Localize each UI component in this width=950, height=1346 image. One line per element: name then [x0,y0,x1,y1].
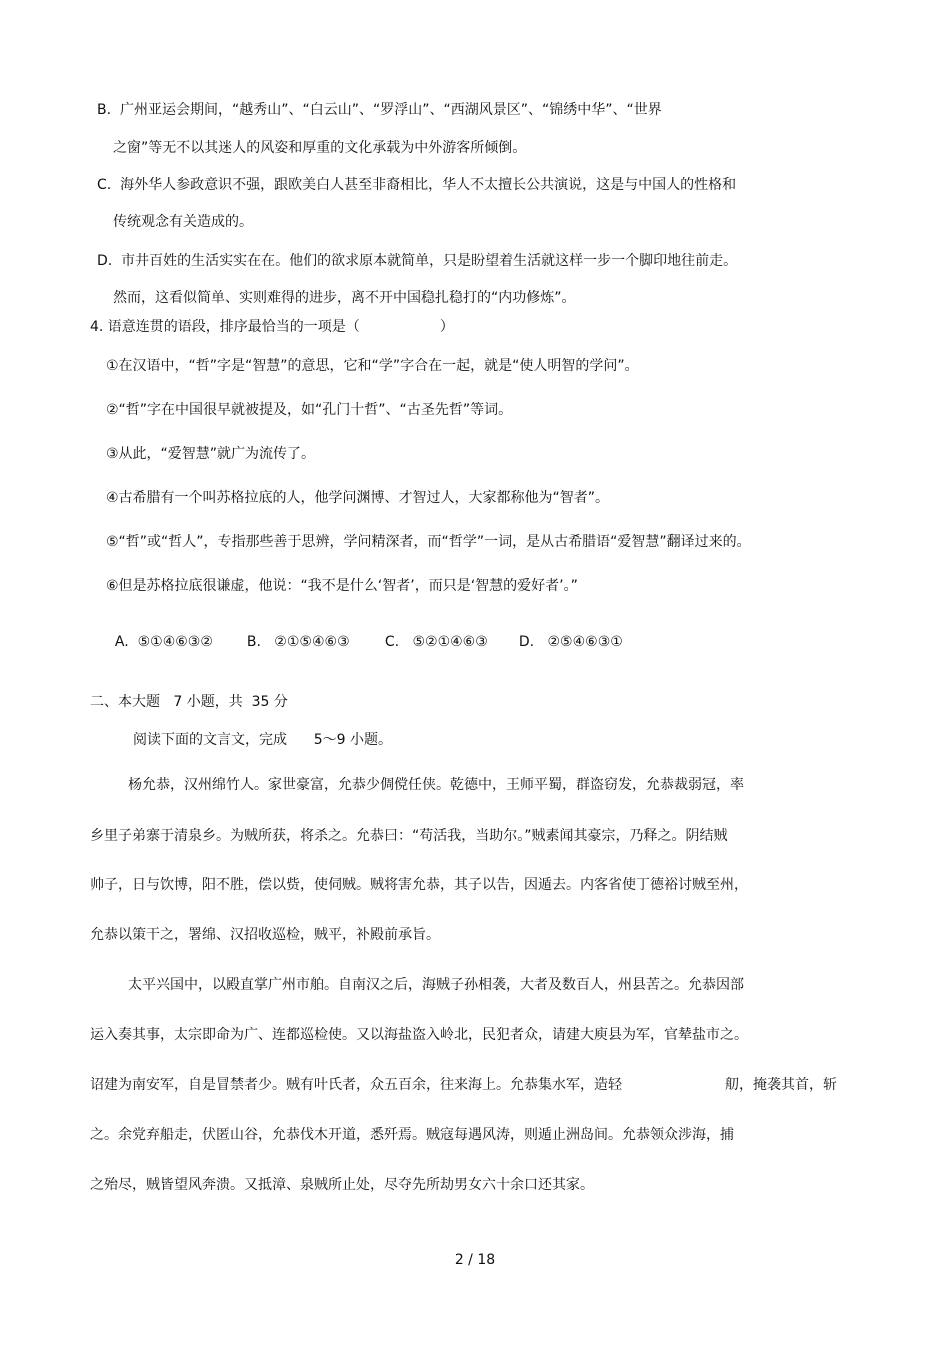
passage-line: 之。余党弃船走，伏匿山谷，允恭伐木开道，悉歼焉。贼寇每遇风涛，则遁止洲岛间。允恭领众涉海，捕 [90,1127,734,1143]
passage-line: 帅子，日与饮博，阳不胜，偿以赀，使伺贼。贼将害允恭，其子以告，因遁去。内客省使丁德裕讨贼至州， [90,877,748,893]
passage-line: 诏建为南安军，自是冒禁者少。贼有叶氏者，众五百余，往来海上。允恭集水军，造轻 [90,1077,622,1093]
q4-options [106,615,623,651]
q4-sentence-4: ④古希腊有一个叫苏格拉底的人，他学问渊博、才智过人，大家都称他为“智者”。 [106,490,610,506]
section-heading: 二、本大题 7 小题，共 35 分 [90,694,288,710]
q4-option-c: C. ⑤②①④⑥③ [384,634,488,650]
q4-option-b: B. ②①⑤④⑥③ [246,634,350,650]
q3-option-d-line1: D. 市井百姓的生活实实在在。他们的欲求原本就简单，只是盼望着生活就这样一步一个脚印地往前走。 [97,253,738,269]
q4-option-d: D. ②⑤④⑥③① [518,634,623,650]
passage-line: 允恭以策干之，署绵、汉招收巡检，贼平，补殿前承旨。 [90,927,440,943]
q4-sentence-2: ②“哲”字在中国很早就被提及，如“孔门十哲”、“古圣先哲”等词。 [106,402,513,418]
passage-line: 运入奏其事，太宗即命为广、连都巡检使。又以海盐盗入岭北，民犯者众，请建大庾县为军，官辇盐市之。 [90,1027,748,1043]
section-instruction: 阅读下面的文言文，完成 5～9 小题。 [133,732,392,748]
passage-line: 太平兴国中，以殿直掌广州市舶。自南汉之后，海贼子孙相袭，大者及数百人，州县苦之。允恭因部 [128,977,744,993]
q3-option-d-line2: 然而，这看似简单、实则难得的进步，离不开中国稳扎稳打的“内功修炼”。 [113,290,576,306]
q4-stem-close: ） [439,319,454,335]
passage-line: 之殆尽，贼皆望风奔溃。又抵漳、泉贼所止处，尽夺先所劫男女六十余口还其家。 [90,1177,594,1193]
page-number: 2 / 18 [454,1252,496,1268]
passage-line: 杨允恭，汉州绵竹人。家世豪富，允恭少倜傥任侠。乾德中，王师平蜀，群盗窃发，允恭裁弱冠，率 [128,777,744,793]
q4-sentence-3: ③从此，“爱智慧”就广为流传了。 [106,446,316,462]
q4-sentence-1: ①在汉语中，“哲”字是“智慧”的意思，它和“学”字合在一起，就是“使人明智的学问”。 [106,358,639,374]
q3-option-b-line1: B. 广州亚运会期间，“越秀山”、“白云山”、“罗浮山”、“西湖风景区”、“锦绣中华”、“世界 [97,102,662,118]
q4-stem-text: 4. 语意连贯的语段，排序最恰当的一项是（ [90,319,360,335]
passage-line: 乡里子弟寨于清泉乡。为贼所获，将杀之。允恭曰：“苟活我，当助尔。”贼素闻其豪宗，乃释之。阴结贼 [90,828,728,844]
passage-line: 舠，掩袭其首，斩 [725,1077,837,1093]
q4-sentence-5: ⑤“哲”或“哲人”，专指那些善于思辨，学问精深者，而“哲学”一词，是从古希腊语“爱智慧”翻译过来的。 [106,534,751,550]
q4-sentence-6: ⑥但是苏格拉底很谦虚，他说：“我不是什么‘智者’，而只是‘智慧的爱好者’。” [106,578,578,594]
q3-option-b-line2: 之窗”等无不以其迷人的风姿和厚重的文化承载为中外游客所倾倒。 [113,140,527,156]
q4-stem [90,318,454,336]
q4-option-a: A. ⑤①④⑥③② [114,634,213,650]
q3-option-c-line2: 传统观念有关造成的。 [113,214,253,230]
q3-option-c-line1: C. 海外华人参政意识不强，跟欧美白人甚至非裔相比，华人不太擅长公共演说，这是与中国人的性格和 [97,177,737,193]
